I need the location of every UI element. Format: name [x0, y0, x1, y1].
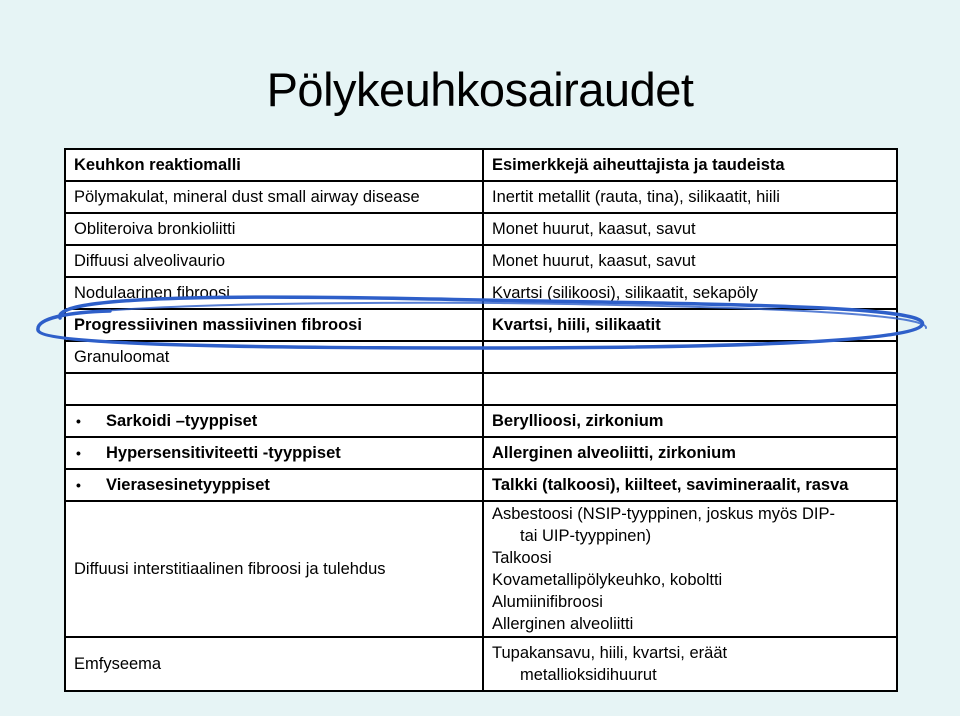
- reaction-cell: Obliteroiva bronkioliitti: [65, 213, 483, 245]
- reaction-cell: [65, 469, 483, 501]
- table-row: [65, 277, 897, 309]
- table-row: [65, 501, 897, 637]
- reaction-text: Hypersensitiviteetti -tyyppiset: [106, 443, 341, 462]
- reaction-cell: [65, 405, 483, 437]
- bullet: •: [76, 412, 81, 429]
- example-cell: Beryllioosi, zirkonium: [483, 405, 897, 437]
- bullet: •: [76, 444, 81, 461]
- spacer-cell: [483, 373, 897, 405]
- reaction-text: Vierasesinetyyppiset: [106, 475, 270, 494]
- table-header-row: [65, 149, 897, 181]
- table-row: [65, 213, 897, 245]
- table-row: [65, 181, 897, 213]
- reaction-cell: Nodulaarinen fibroosi: [65, 277, 483, 309]
- table-row: [65, 405, 897, 437]
- reaction-cell: Progressiivinen massiivinen fibroosi: [65, 309, 483, 341]
- example-cell: [483, 341, 897, 373]
- spacer-cell: [65, 373, 483, 405]
- reaction-cell: Emfyseema: [65, 637, 483, 691]
- disease-table: [64, 148, 898, 692]
- table-row: [65, 637, 897, 691]
- table-row: [65, 245, 897, 277]
- reaction-cell: Diffuusi alveolivaurio: [65, 245, 483, 277]
- slide-title: Pölykeuhkosairaudet: [266, 63, 694, 116]
- example-line: Tupakansavu, hiili, kvartsi, eräät: [492, 644, 728, 662]
- header-reaction: Keuhkon reaktiomalli: [65, 149, 483, 181]
- example-line: Kovametallipölykeuhko, koboltti: [492, 571, 723, 589]
- example-line: Talkoosi: [492, 549, 552, 567]
- example-cell: Monet huurut, kaasut, savut: [483, 245, 897, 277]
- example-cell: Talkki (talkoosi), kiilteet, savimineraalit, rasva: [483, 469, 897, 501]
- reaction-cell: Diffuusi interstitiaalinen fibroosi ja tulehdus: [65, 501, 483, 637]
- example-line: Asbestoosi (NSIP-tyyppinen, joskus myös DIP-: [492, 505, 835, 523]
- table-row-highlighted: [65, 309, 897, 341]
- reaction-cell: [65, 437, 483, 469]
- table-row-spacer: [65, 373, 897, 405]
- table-row: [65, 437, 897, 469]
- reaction-cell: Granuloomat: [65, 341, 483, 373]
- example-cell: [483, 501, 897, 637]
- bullet: •: [76, 476, 81, 493]
- table-row: [65, 469, 897, 501]
- reaction-cell: Pölymakulat, mineral dust small airway disease: [65, 181, 483, 213]
- header-examples: Esimerkkejä aiheuttajista ja taudeista: [483, 149, 897, 181]
- table-row: [65, 341, 897, 373]
- reaction-text: Sarkoidi –tyyppiset: [106, 411, 258, 430]
- example-cell: Inertit metallit (rauta, tina), silikaatit, hiili: [483, 181, 897, 213]
- example-cell: Kvartsi (silikoosi), silikaatit, sekapöly: [483, 277, 897, 309]
- example-cell: Kvartsi, hiili, silikaatit: [483, 309, 897, 341]
- example-cell: Allerginen alveoliitti, zirkonium: [483, 437, 897, 469]
- example-line: Alumiinifibroosi: [492, 593, 603, 611]
- example-line: tai UIP-tyyppinen): [520, 527, 652, 545]
- example-line: Allerginen alveoliitti: [492, 615, 634, 633]
- example-cell: Monet huurut, kaasut, savut: [483, 213, 897, 245]
- example-line: metallioksidihuurut: [520, 666, 657, 684]
- example-cell: [483, 637, 897, 691]
